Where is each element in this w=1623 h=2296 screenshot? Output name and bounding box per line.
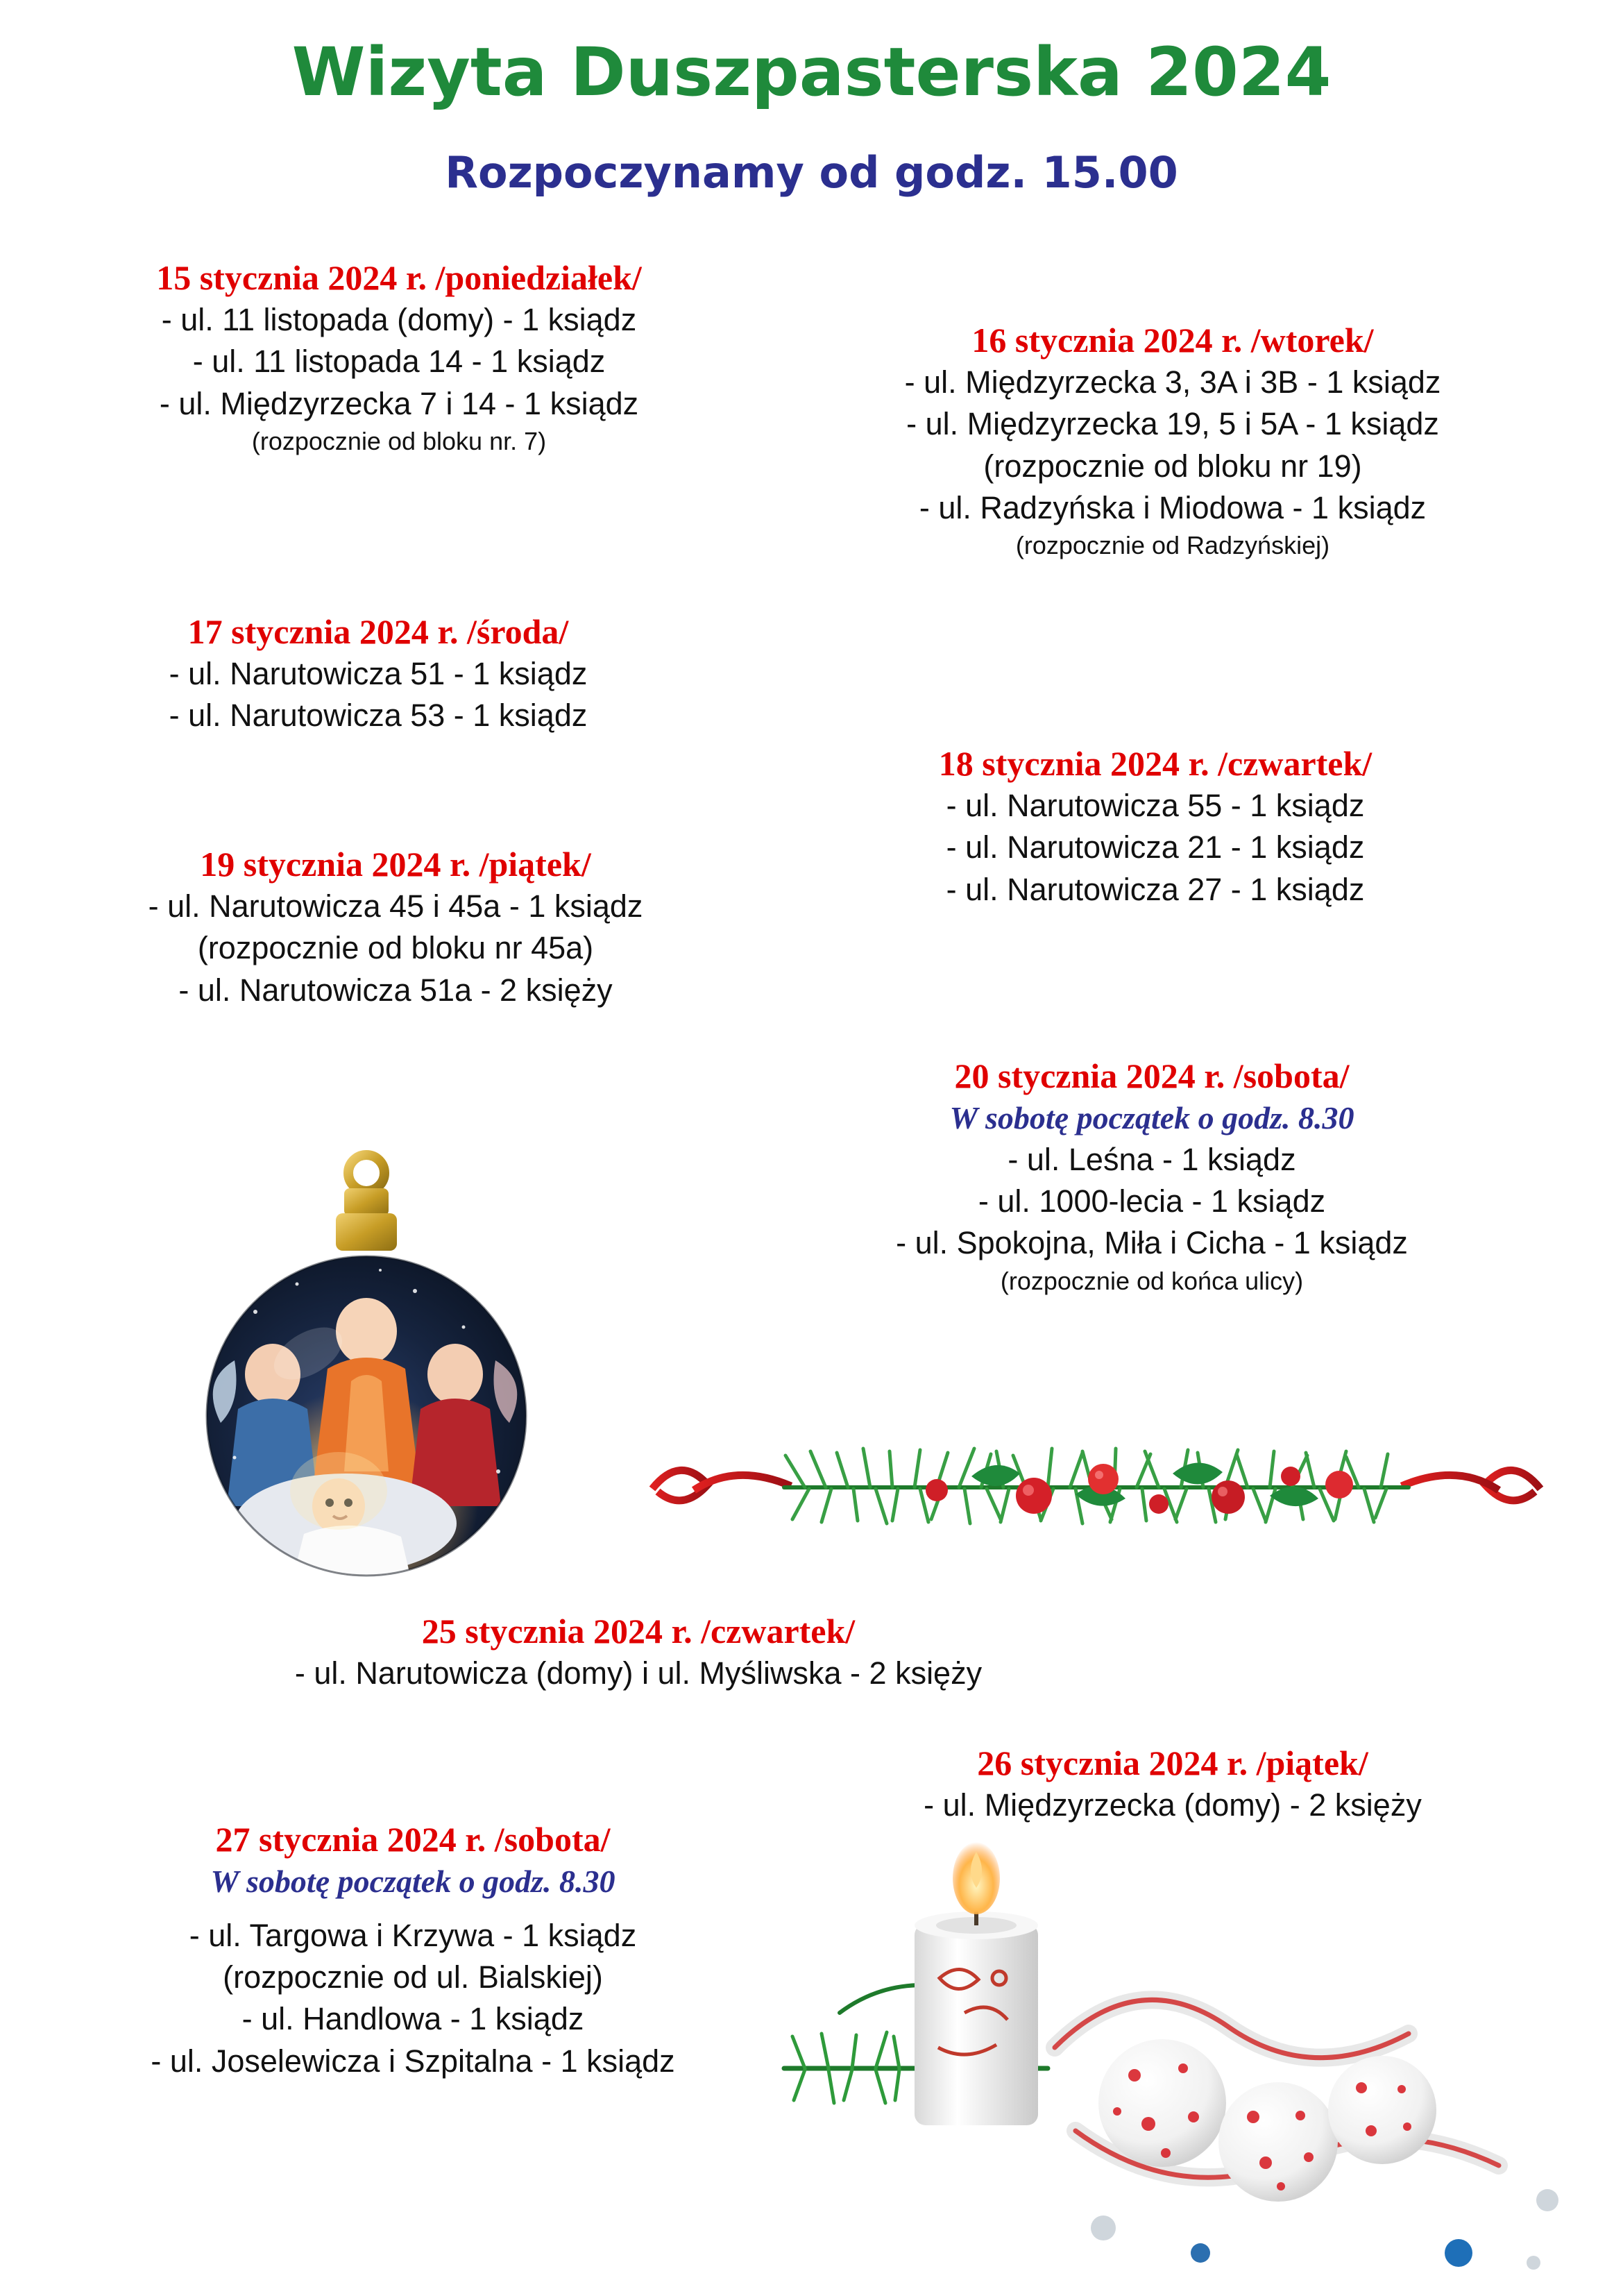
day-line: (rozpocznie od ul. Bialskiej) xyxy=(223,1959,603,1995)
day-line: - ul. 11 listopada 14 - 1 ksiądz xyxy=(192,344,606,380)
day-line: - ul. Narutowicza (domy) i ul. Myśliwska - 2 księży xyxy=(294,1655,983,1691)
schedule-block-jan16 xyxy=(756,319,1589,562)
day-line: - ul. Międzyrzecka 7 i 14 - 1 ksiądz xyxy=(159,385,639,421)
day-line: - ul. Narutowicza 21 - 1 ksiądz xyxy=(946,829,1365,866)
day-line: - ul. Handlowa - 1 ksiądz xyxy=(241,2001,584,2037)
day-line: - ul. Targowa i Krzywa - 1 ksiądz xyxy=(189,1917,637,1953)
page-subtitle: Rozpoczynamy od godz. 15.00 xyxy=(445,147,1178,198)
candle-and-baubles-image xyxy=(756,1839,1582,2284)
day-line: - ul. Narutowicza 51 - 1 ksiądz xyxy=(169,656,588,691)
day-heading: 20 stycznia 2024 r. /sobota/ xyxy=(954,1056,1350,1095)
day-heading: 18 stycznia 2024 r. /czwartek/ xyxy=(938,744,1373,783)
day-line: - ul. Międzyrzecka 19, 5 i 5A - 1 ksiądz xyxy=(906,406,1439,442)
day-line: - ul. Spokojna, Miła i Cicha - 1 ksiądz xyxy=(896,1225,1408,1261)
schedule-block-jan19 xyxy=(14,843,777,1011)
day-line: - ul. 11 listopada (domy) - 1 ksiądz xyxy=(161,302,637,337)
day-line: - ul. 1000-lecia - 1 ksiądz xyxy=(978,1183,1326,1219)
day-start-note: W sobotę początek o godz. 8.30 xyxy=(949,1100,1354,1136)
page-title: Wizyta Duszpasterska 2024 xyxy=(291,33,1332,111)
day-heading: 16 stycznia 2024 r. /wtorek/ xyxy=(971,321,1374,360)
day-line: - ul. Narutowicza 27 - 1 ksiądz xyxy=(946,871,1365,907)
day-line: - ul. Międzyrzecka (domy) - 2 księży xyxy=(924,1787,1422,1823)
day-line: (rozpocznie od bloku nr 19) xyxy=(983,448,1362,484)
day-start-note: W sobotę początek o godz. 8.30 xyxy=(210,1864,615,1899)
day-note-small: (rozpocznie od Radzyńskiej) xyxy=(1015,531,1330,560)
day-heading: 15 stycznia 2024 r. /poniedziałek/ xyxy=(156,258,642,297)
day-heading: 17 stycznia 2024 r. /środa/ xyxy=(187,612,569,651)
day-line: - ul. Narutowicza 51a - 2 księży xyxy=(178,972,613,1008)
schedule-block-jan20 xyxy=(756,1055,1547,1298)
schedule-block-jan26 xyxy=(763,1742,1582,1826)
day-note-small: (rozpocznie od bloku nr. 7) xyxy=(251,426,547,455)
schedule-block-jan18 xyxy=(777,743,1533,911)
schedule-block-jan17 xyxy=(28,611,729,737)
day-heading: 25 stycznia 2024 r. /czwartek/ xyxy=(421,1612,856,1651)
day-note-small: (rozpocznie od końca ulicy) xyxy=(1000,1266,1304,1295)
holly-garland-image xyxy=(645,1412,1547,1551)
day-heading: 27 stycznia 2024 r. /sobota/ xyxy=(215,1820,611,1859)
day-heading: 26 stycznia 2024 r. /piątek/ xyxy=(977,1744,1368,1782)
christmas-bauble-nativity-image xyxy=(172,1145,561,1589)
day-line: - ul. Międzyrzecka 3, 3A i 3B - 1 ksiądz xyxy=(904,364,1441,400)
day-line: - ul. Narutowicza 45 i 45a - 1 ksiądz xyxy=(148,888,643,924)
schedule-block-jan27 xyxy=(14,1818,812,2082)
day-line: (rozpocznie od bloku nr 45a) xyxy=(197,930,594,966)
day-line: - ul. Radzyńska i Miodowa - 1 ksiądz xyxy=(919,489,1427,525)
day-heading: 19 stycznia 2024 r. /piątek/ xyxy=(200,845,591,884)
day-line: - ul. Narutowicza 53 - 1 ksiądz xyxy=(169,698,588,734)
day-line: - ul. Leśna - 1 ksiądz xyxy=(1008,1141,1296,1177)
day-line: - ul. Joselewicza i Szpitalna - 1 ksiądz xyxy=(151,2043,675,2079)
day-line: - ul. Narutowicza 55 - 1 ksiądz xyxy=(946,788,1365,823)
schedule-block-jan15 xyxy=(28,257,770,458)
schedule-block-jan25 xyxy=(97,1610,1180,1694)
